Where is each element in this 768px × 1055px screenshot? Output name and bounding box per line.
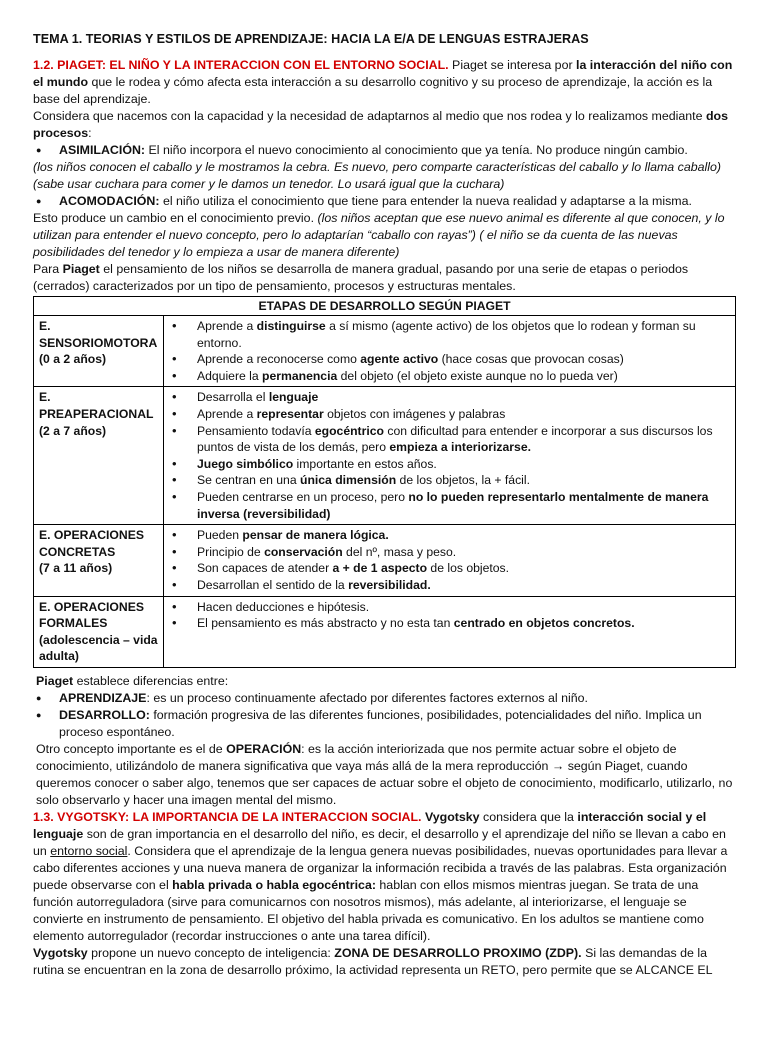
stage-age: (0 a 2 años) xyxy=(39,352,107,367)
acomodacion-example: Esto produce un cambio en el conocimiento previo. (los niños aceptan que ese nuevo animal es diferente al que conocen, y lo utilizan para entender el nuevo concepto, pero lo adaptarían “caballo con rayas”) ( el niño se da cuenta de las nuevas posibilidades del tenedor y lo empieza a usar de manera diferente) xyxy=(33,211,725,259)
list-item: • Pensamiento todavía egocéntrico con dificultad para entender e incorporar a sus discursos los puntos de vista de los demás, pero empieza a interiorizarse. xyxy=(168,423,731,456)
list-item: • Pueden centrarse en un proceso, pero no lo pueden representarlo mentalmente de manera inversa (reversibilidad) xyxy=(168,489,731,522)
stage-description-cell xyxy=(164,316,736,387)
document-title: TEMA 1. TEORIAS Y ESTILOS DE APRENDIZAJE: HACIA LA E/A DE LENGUAS ESTRAJERAS xyxy=(33,32,589,46)
list-item: • El pensamiento es más abstracto y no esta tan centrado en objetos concretos. xyxy=(168,615,731,632)
vygotsky-paragraph: 1.3. VYGOTSKY: LA IMPORTANCIA DE LA INTERACCION SOCIAL. Vygotsky considera que la interacción social y el lenguaje son de gran importancia en el desarrollo del niño, es decir, el desarrollo y el aprendizaje del niño se llevan a cabo en un entorno social. Considera que el aprendizaje de la lengua genera nuevas posibilidades, nuevas oportunidades para llevar a cabo diferentes acciones y una nueva manera de organizar la información recibida a través de las palabras. Esta organización puede observarse con el habla privada o habla egocéntrica: hablan con ellos mismos mientras juegan. Se trata de una función autorreguladora (sirve para comunicarnos con nosotros mismos), más adelante, al interiorizarse, el lenguaje se convierte en instrumento de pensamiento. El objetivo del habla privada es comunicativo. En los adultos se mantiene como elemento autorregulador (recordar instrucciones o ante una tarea difícil). xyxy=(33,809,728,943)
stage-name-cell xyxy=(34,525,164,596)
piaget-intro-paragraph: 1.2. PIAGET: EL NIÑO Y LA INTERACCION CON EL ENTORNO SOCIAL. Piaget se interesa por la interacción del niño con el mundo que le rodea y cómo afecta esta interacción a su desarrollo cognitivo y su proceso de aprendizaje, la acción es la base del aprendizaje. xyxy=(33,58,733,106)
stage-name-cell xyxy=(34,387,164,525)
list-item: • Juego simbólico importante en estos años. xyxy=(168,456,731,473)
stage-name-cell xyxy=(34,596,164,667)
table-header: ETAPAS DE DESARROLLO SEGÚN PIAGET xyxy=(34,297,736,316)
stage-age: (adolescencia – vida adulta) xyxy=(39,632,158,664)
asimilacion-example: (los niños conocen el caballo y le mostramos la cebra. Es nuevo, pero comparte características del caballo y lo llama caballo) (sabe usar cuchara para comer y le damos un tenedor. Lo usará igual que la cuchara) xyxy=(33,160,722,191)
stage-description-cell xyxy=(164,525,736,596)
stage-age: (2 a 7 años) xyxy=(39,423,107,438)
asimilacion-item: ● ASIMILACIÓN: El niño incorpora el nuevo conocimiento al conocimiento que ya tenía. No produce ningún cambio. xyxy=(33,142,738,159)
list-item: • Son capaces de atender a + de 1 aspecto de los objetos. xyxy=(168,560,731,577)
list-item: • Principio de conservación del nº, masa y peso. xyxy=(168,544,731,561)
differences-intro: Piaget establece diferencias entre: xyxy=(36,673,229,688)
list-item: • Desarrolla el lenguaje xyxy=(168,389,731,406)
stage-name: E. OPERACIONES CONCRETAS xyxy=(39,528,144,559)
acomodacion-item: ● ACOMODACIÓN: el niño utiliza el conocimiento que tiene para entender la nueva realidad y adaptarse a la misma. xyxy=(33,193,738,210)
stage-age: (7 a 11 años) xyxy=(39,561,113,576)
stages-intro-paragraph: Para Piaget el pensamiento de los niños se desarrolla de manera gradual, pasando por una serie de etapas o periodos (cerrados) caracterizados por un tipo de pensamiento, procesos y estructuras mentales. xyxy=(33,262,689,293)
stage-description-cell xyxy=(164,387,736,525)
stage-name: E. OPERACIONES FORMALES xyxy=(39,599,144,631)
table-row xyxy=(34,525,736,596)
section-heading-piaget: 1.2. PIAGET: EL NIÑO Y LA INTERACCION CON EL ENTORNO SOCIAL. xyxy=(33,58,449,72)
zdp-paragraph: Vygotsky propone un nuevo concepto de inteligencia: ZONA DE DESARROLLO PROXIMO (ZDP). Si las demandas de la rutina se encuentran en la zona de desarrollo próximo, la actividad representa un RETO, pero permite que se ALCANCE EL xyxy=(33,945,713,977)
aprendizaje-item: ● APRENDIZAJE: es un proceso continuamente afectado por diferentes factores externos al niño. xyxy=(33,690,738,707)
stage-name-cell xyxy=(34,316,164,387)
section-heading-vygotsky: 1.3. VYGOTSKY: LA IMPORTANCIA DE LA INTERACCION SOCIAL. xyxy=(33,809,422,824)
document-page xyxy=(0,31,768,979)
desarrollo-item: ● DESARROLLO: formación progresiva de las diferentes funciones, posibilidades, potencialidades del niño. Implica un proceso espontáneo. xyxy=(33,707,738,741)
list-item: • Pueden pensar de manera lógica. xyxy=(168,527,731,544)
stage-name: E. SENSORIOMOTORA xyxy=(39,319,158,350)
list-item: • Adquiere la permanencia del objeto (el objeto existe aunque no lo pueda ver) xyxy=(168,368,731,385)
adaptation-paragraph: Considera que nacemos con la capacidad y la necesidad de adaptarnos al medio que nos rodea y lo realizamos mediante dos procesos: xyxy=(33,109,728,140)
list-item: • Hacen deducciones e hipótesis. xyxy=(168,599,731,616)
table-row xyxy=(34,316,736,387)
table-row xyxy=(34,387,736,525)
operacion-paragraph: Otro concepto importante es el de OPERACIÓN: es la acción interiorizada que nos permite actuar sobre el objeto de conocimiento, utilizándolo de manera significativa que vaya más allá de la mera reproducción → según Piaget, cuando queremos conocer o saber algo, tenemos que ser capaces de actuar sobre el objeto de conocimiento, modificarlo, utilizarlo, no solo observarlo y hacer una imagen mental del mismo. xyxy=(36,741,733,807)
stage-description-cell xyxy=(164,596,736,667)
list-item: • Aprende a reconocerse como agente activo (hace cosas que provocan cosas) xyxy=(168,351,731,368)
table-row xyxy=(34,596,736,667)
piaget-stages-table xyxy=(33,296,736,668)
list-item: • Aprende a representar objetos con imágenes y palabras xyxy=(168,406,731,423)
list-item: • Se centran en una única dimensión de los objetos, la + fácil. xyxy=(168,472,731,489)
list-item: • Desarrollan el sentido de la reversibilidad. xyxy=(168,577,731,594)
list-item: • Aprende a distinguirse a sí mismo (agente activo) de los objetos que lo rodean y forman su entorno. xyxy=(168,318,731,351)
table-body xyxy=(34,316,736,668)
stage-name: E. PREAPERACIONAL xyxy=(39,390,154,421)
